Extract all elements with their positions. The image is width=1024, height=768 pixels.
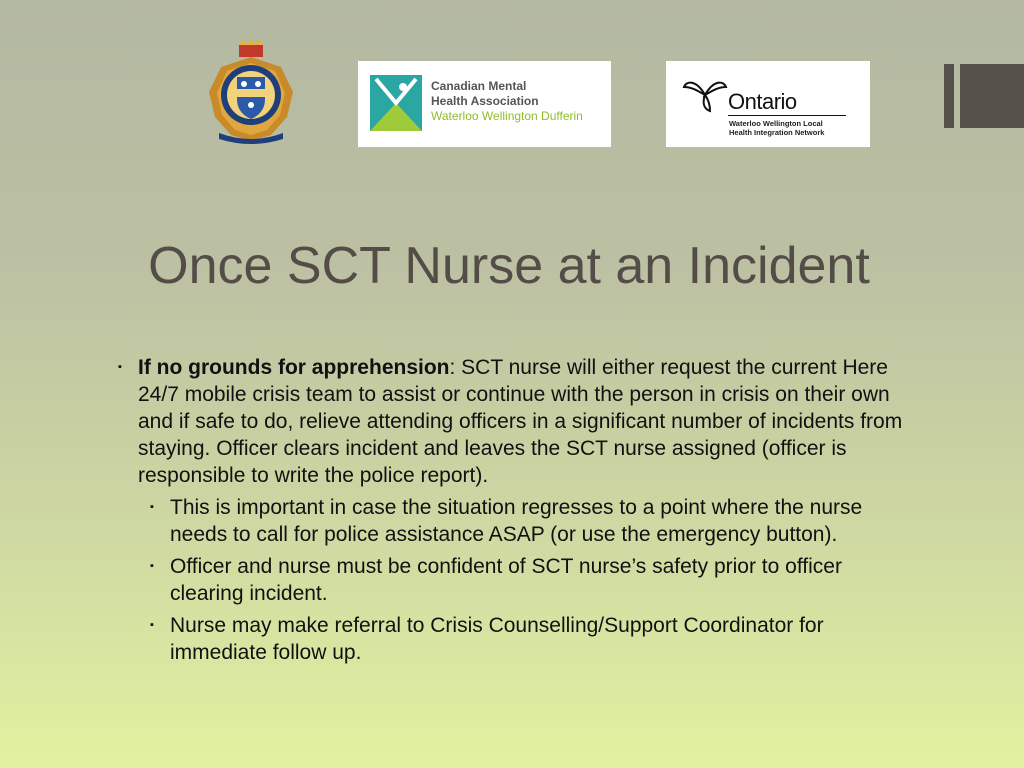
cmha-region: Waterloo Wellington Dufferin <box>431 109 583 123</box>
lhin-line1: Waterloo Wellington Local <box>729 119 823 128</box>
cmha-name-line2: Health Association <box>431 94 539 108</box>
bullet-marker-icon: ▪ <box>150 560 154 572</box>
police-crest-logo <box>203 37 299 147</box>
sub-bullet-item <box>150 612 918 666</box>
lhin-line2: Health Integration Network <box>729 128 825 137</box>
ontario-rule <box>728 115 846 116</box>
sub-bullet-text: Nurse may make referral to Crisis Counselling/Support Coordinator for immediate follow up. <box>170 614 824 664</box>
bullet-list <box>118 354 918 666</box>
bullet-marker-icon: ▪ <box>150 619 154 631</box>
bullet-marker-icon: ▪ <box>150 501 154 513</box>
bullet-item <box>118 354 918 489</box>
bullet-marker-icon: ▪ <box>118 361 122 373</box>
sub-bullet-item <box>150 553 918 607</box>
decorative-bar-thin <box>944 64 954 128</box>
slide-title: Once SCT Nurse at an Incident <box>148 237 870 295</box>
sub-bullet-text: Officer and nurse must be confident of SCT nurse’s safety prior to officer clearing incident. <box>170 555 842 605</box>
trillium-icon <box>682 73 728 113</box>
cmha-name-line1: Canadian Mental <box>431 79 527 93</box>
ontario-wordmark: Ontario <box>728 89 797 114</box>
decorative-bar-wide <box>960 64 1024 128</box>
ontario-lhin-logo <box>666 61 870 147</box>
bullet-bold-lead: If no grounds for apprehension <box>138 356 450 379</box>
cmha-logo <box>358 61 611 147</box>
cmha-mark-icon <box>370 75 422 131</box>
sub-bullet-item <box>150 494 918 548</box>
sub-bullet-text: This is important in case the situation regresses to a point where the nurse needs to call for police assistance ASAP (or use the emergency button). <box>170 496 863 546</box>
bullet-text: : SCT nurse will either request the current Here 24/7 mobile crisis team to assist or continue with the person in crisis on their own and if safe to do, relieve attending officers in a significant number of incidents from staying. Officer clears incident and leaves the SCT nurse assigned (officer is responsible to write the police report). <box>138 356 903 487</box>
decorative-bars <box>944 64 1024 128</box>
